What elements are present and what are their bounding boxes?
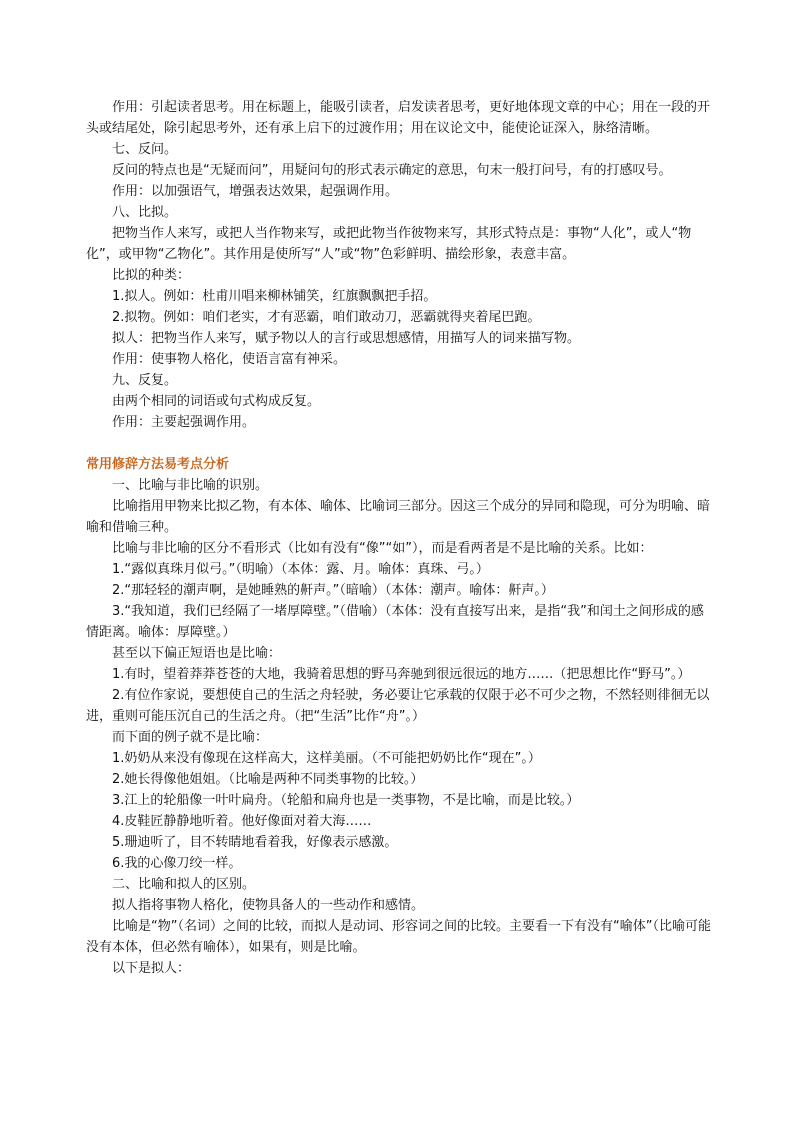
list-item: 1.拟人。例如：杜甫川唱来柳林铺笑，红旗飘飘把手招。 [112,289,437,304]
paragraph: 而下面的例子就不是比喻： [112,730,269,745]
heading-repetition: 九、反复。 [112,373,178,388]
subheading: 二、比喻和拟人的区别。 [112,877,256,892]
list-item: 3.江上的轮船像一叶叶扁舟。（轮船和扁舟也是一类事物，不是比喻，而是比较。） [112,793,580,808]
paragraph: 比喻与非比喻的区分不看形式（比如有没有“像”“如”），而是看两者是不是比喻的关系。比如： [112,541,653,556]
spacer [86,433,716,454]
paragraph: 甚至以下偏正短语也是比喻： [112,646,282,661]
heading-personification: 八、比拟。 [112,205,178,220]
list-item: 1.“露似真珠月似弓。”（明喻）（本体：露、月。喻体：真珠、弓。） [112,562,489,577]
section-title: 常用修辞方法易考点分析 [86,457,230,472]
list-item: 4.皮鞋匠静静地听着。他好像面对着大海…… [112,814,372,829]
list-item: 3.“我知道，我们已经隔了一堵厚障壁。”（借喻）（本体：没有直接写出来，是指“我”和闰土之间形成的感情距离。喻体：厚障壁。） [86,604,704,640]
list-item: 2.“那轻轻的潮声啊，是她睡熟的鼾声。”（暗喻）（本体：潮声。喻体：鼾声。） [112,583,554,598]
paragraph: 拟人指将事物人格化，使物具备人的一些动作和感情。 [112,898,425,913]
paragraph: 反问的特点也是“无疑而问”，用疑问句的形式表示确定的意思，句末一般打问号，有的打感叹号。 [112,163,672,178]
list-item: 2.拟物。例如：咱们老实，才有恶霸，咱们敢动刀，恶霸就得夹着尾巴跑。 [112,310,541,325]
paragraph: 以下是拟人： [112,961,191,976]
paragraph: 比拟的种类： [112,268,191,283]
subheading: 一、比喻与非比喻的识别。 [112,478,269,493]
paragraph: 作用：引起读者思考。用在标题上，能吸引读者，启发读者思考，更好地体现文章的中心；用在一段的开头或结尾处，除引起思考外，还有承上启下的过渡作用；用在议论文中，能使论证深入，脉络清晰。 [86,100,711,136]
paragraph: 比喻指用甲物来比拟乙物，有本体、喻体、比喻词三部分。因这三个成分的异同和隐现，可分为明喻、暗喻和借喻三种。 [86,499,711,535]
paragraph: 作用：主要起强调作用。 [112,415,256,430]
paragraph: 作用：使事物人格化，使语言富有神采。 [112,352,347,367]
list-item: 1.奶奶从来没有像现在这样高大，这样美丽。（不可能把奶奶比作“现在”。） [112,751,541,766]
paragraph: 作用：以加强语气，增强表达效果，起强调作用。 [112,184,399,199]
document-body [86,97,716,979]
paragraph: 由两个相同的词语或句式构成反复。 [112,394,321,409]
heading-rhetorical-question: 七、反问。 [112,142,178,157]
list-item: 2.她长得像他姐姐。（比喻是两种不同类事物的比较。） [112,772,424,787]
paragraph: 比喻是“物”（名词）之间的比较，而拟人是动词、形容词之间的比较。主要看一下有没有“喻体”（比喻可能没有本体，但必然有喻体），如果有，则是比喻。 [86,919,711,955]
list-item: 6.我的心像刀绞一样。 [112,856,242,871]
paragraph: 把物当作人来写，或把人当作物来写，或把此物当作彼物来写，其形式特点是：事物“人化”，或人“物化”，或甲物“乙物化”。其作用是使所写“人”或“物”色彩鲜明、描绘形象，表意丰富。 [86,226,692,262]
list-item: 1.有时，望着莽莽苍苍的大地，我骑着思想的野马奔驰到很远很远的地方……（把思想比作“野马”。） [112,667,691,682]
paragraph: 拟人：把物当作人来写，赋予物以人的言行或思想感情，用描写人的词来描写物。 [112,331,581,346]
list-item: 5.珊迪听了，目不转睛地看着我，好像表示感激。 [112,835,398,850]
list-item: 2.有位作家说，要想使自己的生活之舟轻驶，务必要让它承载的仅限于必不可少之物，不然轻则徘徊无以进，重则可能压沉自己的生活之舟。（把“生活”比作“舟”。） [86,688,710,724]
